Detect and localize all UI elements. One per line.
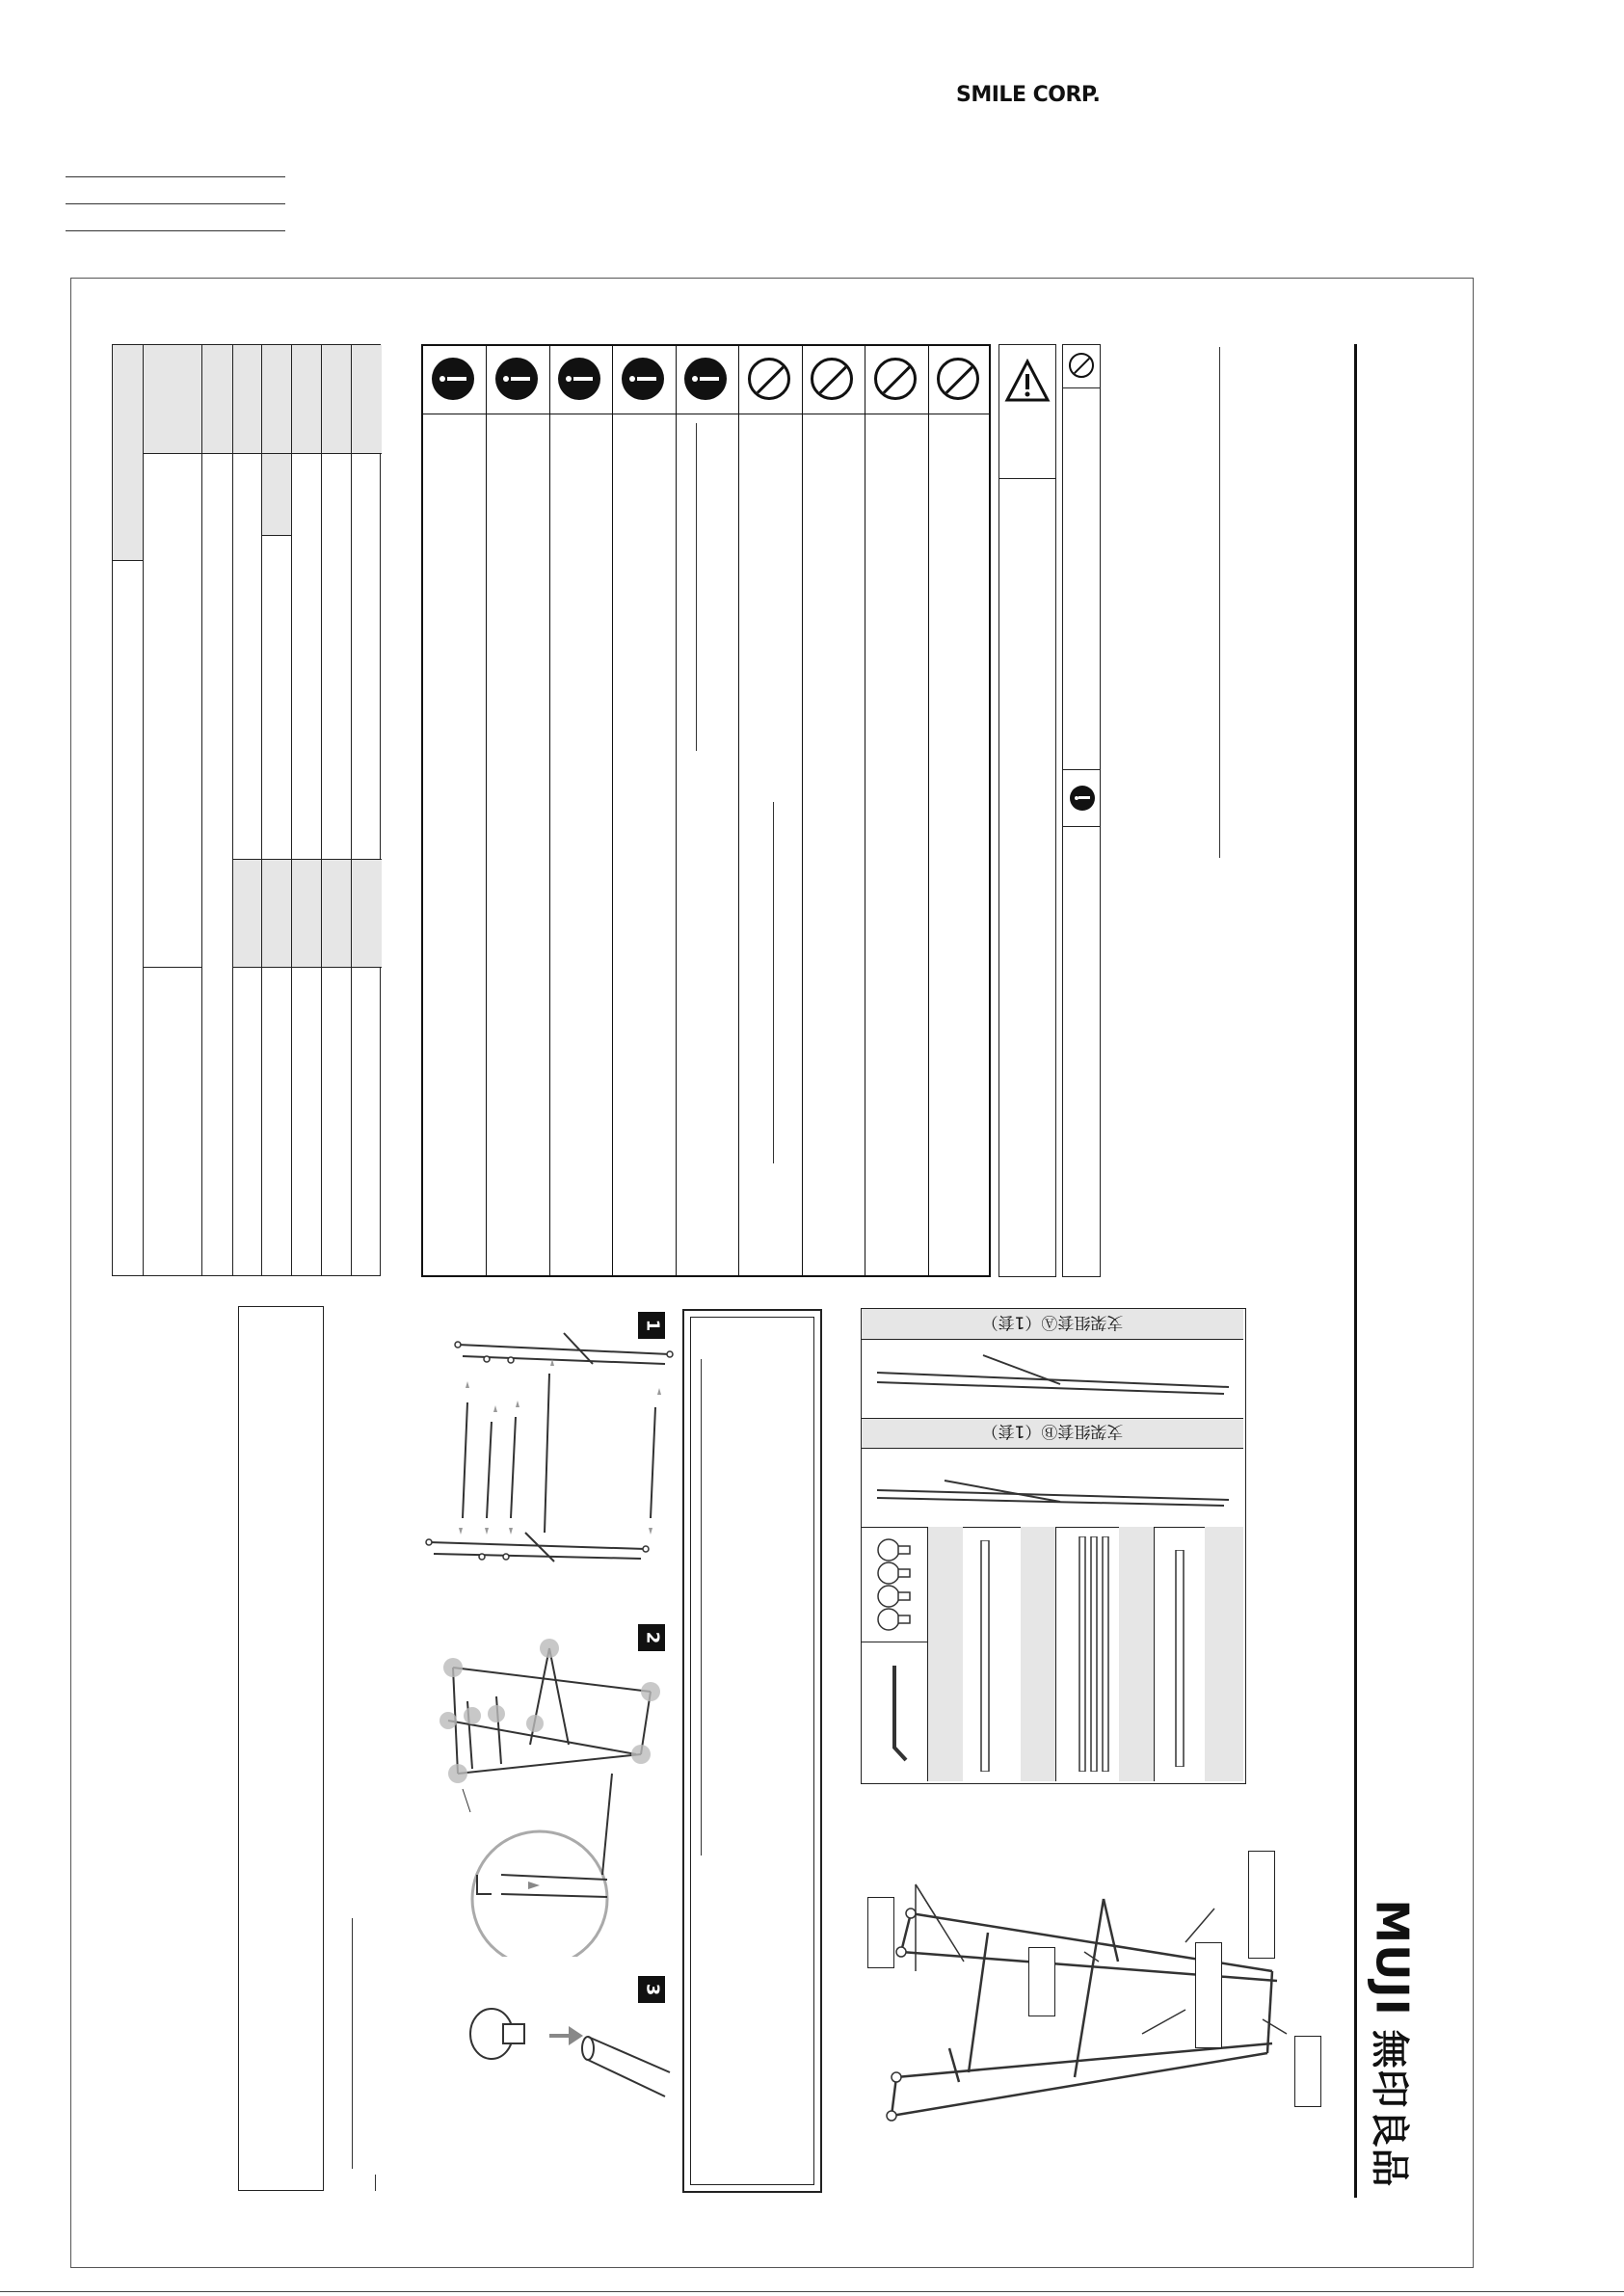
step-2-illustration bbox=[424, 1629, 675, 1957]
callout-box bbox=[1248, 1851, 1275, 1959]
note-box bbox=[1062, 344, 1101, 1277]
prohibited-icon bbox=[937, 358, 979, 400]
prohibited-icon bbox=[1069, 353, 1094, 378]
callout-box bbox=[1028, 1947, 1055, 2016]
header-rule-2 bbox=[66, 203, 285, 204]
part-set-a-illustration bbox=[867, 1344, 1238, 1413]
callout-box bbox=[1294, 2036, 1321, 2107]
step-3-badge: 3 bbox=[638, 1976, 665, 2003]
step-3-illustration bbox=[453, 1995, 675, 2149]
notes-box bbox=[238, 1306, 324, 2191]
muji-brand bbox=[1349, 1889, 1436, 2198]
safety-warnings-table bbox=[421, 344, 991, 1277]
mandatory-icon bbox=[622, 358, 664, 400]
spec-header-cell bbox=[143, 345, 201, 453]
header-rule-3 bbox=[66, 230, 285, 231]
spec-header-cell bbox=[232, 859, 382, 967]
step-1-illustration bbox=[410, 1325, 679, 1576]
bottom-rule bbox=[0, 2291, 1624, 2292]
part-set-a-label: 支架组套Ⓐ（1套） bbox=[981, 1312, 1124, 1331]
warning-triangle-icon bbox=[1004, 359, 1051, 403]
step-1-badge: 1 bbox=[638, 1312, 665, 1339]
muji-logo: MUJI bbox=[1366, 1899, 1419, 2016]
part-set-b-label: 支架组套Ⓑ（1套） bbox=[981, 1421, 1124, 1441]
part-set-b-illustration bbox=[867, 1454, 1238, 1523]
spec-table bbox=[112, 344, 381, 1276]
step-2-badge: 2 bbox=[638, 1624, 665, 1651]
pipe-set-part bbox=[1076, 1536, 1114, 1772]
muji-kanji: 無印良品 bbox=[1367, 2029, 1412, 2188]
spec-header-cell bbox=[113, 345, 143, 560]
hex-key-icon bbox=[875, 1656, 914, 1772]
mandatory-icon bbox=[684, 358, 727, 400]
parts-list bbox=[861, 1308, 1246, 1784]
prohibited-icon bbox=[811, 358, 853, 400]
mandatory-icon bbox=[558, 358, 600, 400]
header-rule-1 bbox=[66, 176, 285, 177]
mandatory-icon bbox=[1070, 786, 1095, 811]
spec-header-cell bbox=[261, 453, 291, 535]
assembly-instructions-box bbox=[682, 1309, 822, 2193]
short-pipe-part bbox=[1170, 1550, 1189, 1767]
mandatory-icon bbox=[432, 358, 474, 400]
prohibited-icon bbox=[748, 358, 790, 400]
prohibited-icon bbox=[874, 358, 917, 400]
smile-corp-logo: SMILE CORP. bbox=[956, 83, 1101, 107]
mandatory-icon bbox=[495, 358, 538, 400]
caster-wheel-icon bbox=[871, 1535, 919, 1636]
callout-box bbox=[1195, 1942, 1222, 2048]
callout-box bbox=[867, 1897, 894, 1968]
caution-box bbox=[998, 344, 1056, 1277]
long-pipe-part bbox=[975, 1540, 995, 1772]
